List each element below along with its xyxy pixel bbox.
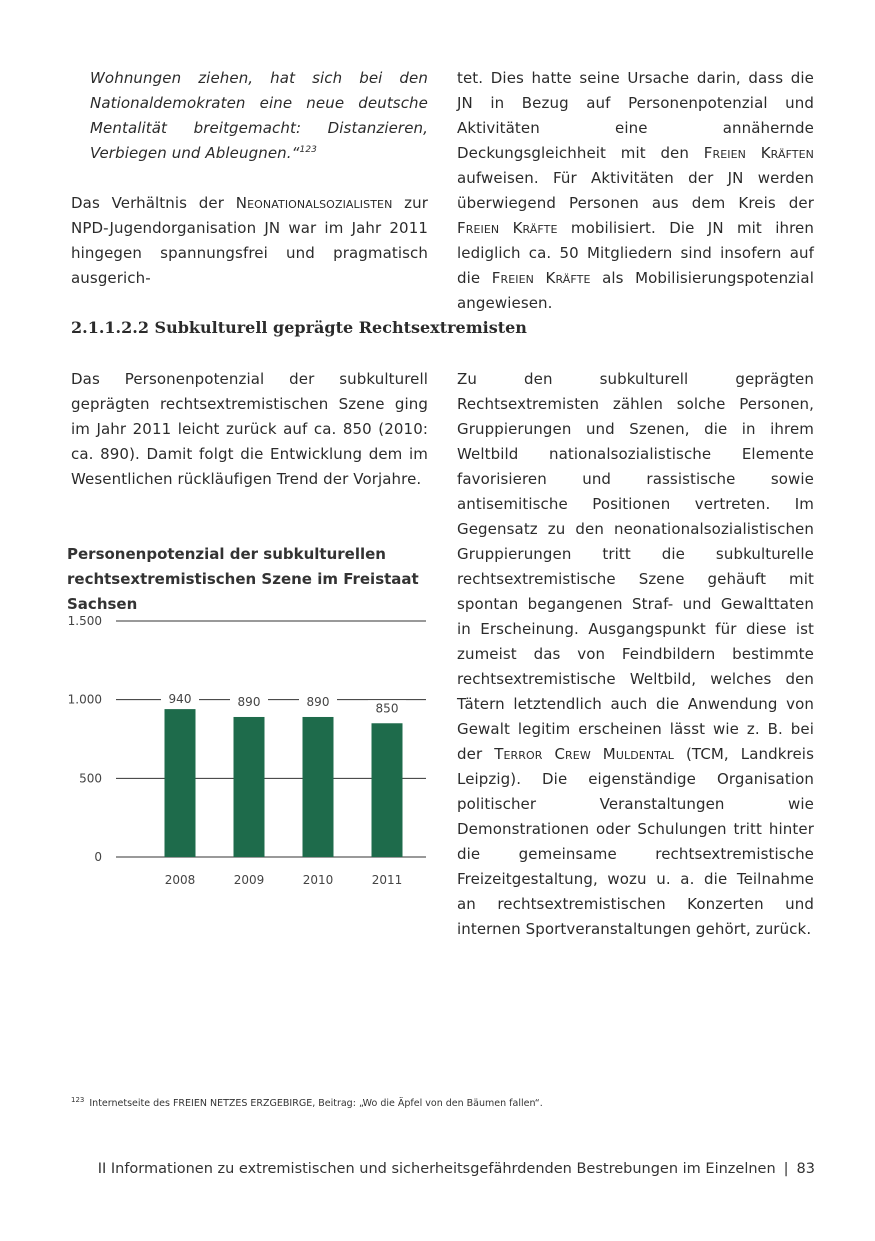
y-tick-label: 1.500	[67, 614, 102, 628]
bar-2009	[234, 717, 265, 857]
right-intro-text-3: mobilisiert. Die JN mit ihren lediglich ca. 50 Mitgliedern sind insofern auf die	[457, 219, 814, 287]
y-tick-label: 500	[79, 771, 102, 786]
left-intro-text-1: Das Verhältnis der	[71, 194, 236, 212]
term-freien-kraefte-1: Freien Kräfte	[457, 219, 558, 237]
value-label: 890	[306, 694, 330, 709]
left-body-text: Das Personenpotenzial der subkulturell geprägten rechtsextremistischen Szene ging im Jahr 2011 leicht zurück auf ca. 850 (2010: ca. 890). Damit folgt die Entwicklung dem im Wesentlichen rückläufigen Trend der Vorjahre.	[71, 370, 428, 488]
x-tick-label: 2010	[302, 873, 334, 887]
section-heading: 2.1.1.2.2 Subkulturell geprägte Rechtsextremisten	[71, 318, 527, 337]
y-tick-label: 0	[94, 850, 102, 864]
quote-footnote-ref: 123	[299, 145, 317, 155]
footnote-number: 123	[71, 1096, 85, 1104]
right-intro-text-1: tet. Dies hatte seine Ursache darin, dass die JN in Bezug auf Personenpotenzial und Aktivitäten eine annähernde Deckungsgleichheit mit den	[457, 69, 814, 162]
term-freien-kraeften: Freien Kräften	[703, 144, 814, 162]
right-body-text-1: Zu den subkulturell geprägten Rechtsextremisten zählen solche Personen, Gruppierungen und Szenen, die in ihrem Weltbild nationalsozialistische Elemente favorisieren und rassistische sowie antisemitische Positionen vertreten. Im Gegensatz zu den neonationalsozialistischen Gruppierungen tritt die subkulturelle rechtsextremistische Szene gehäuft mit spontan begangenen Straf- und Gewalttaten in Erscheinung. Ausgangspunkt für diese ist zumeist das von Feindbildern bestimmte rechtsextremistische Weltbild, welches den Tätern letztendlich auch die Anwendung von Gewalt legitim erscheinen lässt wie z. B. bei der	[457, 370, 814, 763]
page-number: 83	[796, 1161, 815, 1177]
x-tick-label: 2011	[371, 873, 403, 887]
footer-text: II Informationen zu extremistischen und sicherheitsgefährdenden Bestrebungen im Einzelnen	[97, 1161, 776, 1177]
x-tick-label: 2008	[164, 873, 196, 887]
chart-title: Personenpotenzial der subkulturellen rechtsextremistischen Szene im Freistaat Sachsen	[67, 545, 419, 613]
value-label: 940	[168, 692, 192, 707]
bar-2010	[303, 717, 334, 857]
bar-2008	[165, 709, 196, 857]
page-footer	[98, 1161, 815, 1177]
y-tick-label: 1.000	[67, 692, 102, 707]
footer-separator: |	[783, 1161, 789, 1177]
footnote-text: Internetseite des FREIEN NETZES ERZGEBIRGE, Beitrag: „Wo die Äpfel von den Bäumen fallen“.	[89, 1098, 543, 1109]
x-tick-label: 2009	[233, 873, 265, 887]
term-freien-kraefte-2: Freien Kräfte	[491, 269, 591, 287]
bar-2011	[372, 723, 403, 857]
term-terror-crew-muldental: Terror Crew Muldental	[494, 745, 674, 763]
term-neonationalsozialisten: Neonationalsozialisten	[235, 194, 393, 212]
value-label: 890	[237, 694, 261, 709]
quote-text: Wohnungen ziehen, hat sich bei den Nationaldemokraten eine neue deutsche Mentalität breitgemacht: Distanzieren, Verbiegen und Ableugnen.“	[90, 69, 428, 162]
footnote	[71, 1098, 543, 1109]
value-label: 850	[375, 701, 399, 716]
right-intro-text-2: aufweisen. Für Aktivitäten der JN werden überwiegend Personen aus dem Kreis der	[457, 169, 814, 212]
left-intro-text-2: zur NPD-Jugendorganisation JN war im Jahr 2011 hingegen spannungsfrei und pragmatisch ausgerich-	[71, 194, 428, 287]
right-body-text-2: (TCM, Landkreis Leipzig). Die eigenständige Organisation politischer Veranstaltungen wie Demonstrationen oder Schulungen tritt hinter die gemeinsame rechtsextremistische Freizeitgestaltung, wozu u. a. die Teilnahme an rechtsextremistischen Konzerten und internen Sportveranstaltungen gehört, zurück.	[457, 745, 814, 938]
right-intro-text-4: als Mobilisierungspotenzial angewiesen.	[457, 269, 814, 312]
